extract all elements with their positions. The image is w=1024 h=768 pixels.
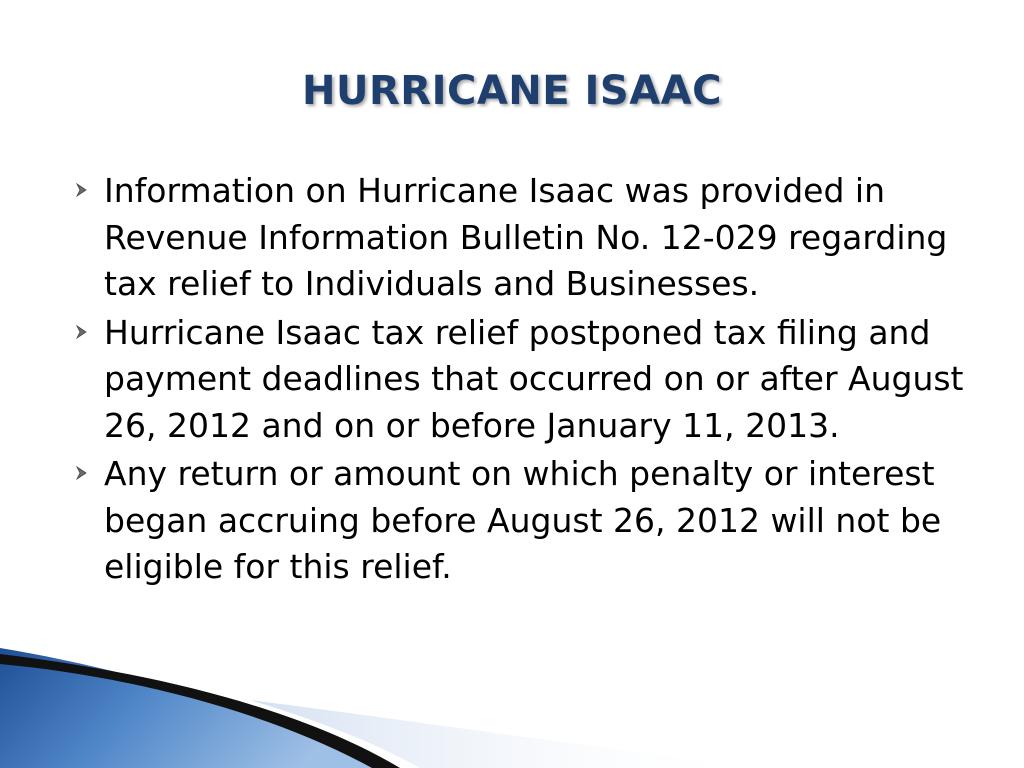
- arrow-bullet-icon: [74, 320, 92, 344]
- arrow-bullet-icon: [74, 178, 92, 202]
- arrow-bullet-icon: [74, 461, 92, 485]
- bullet-list: [74, 168, 974, 593]
- bullet-item: [74, 451, 974, 591]
- bullet-item: [74, 168, 974, 308]
- bullet-text: Any return or amount on which penalty or interest began accruing before August 26, 2012 will not be eligible for this relief.: [104, 454, 942, 586]
- bullet-text: Hurricane Isaac tax relief postponed tax filing and payment deadlines that occurred on or after August 26, 2012 and on or before January 11, 2013.: [104, 312, 964, 445]
- bullet-text: Information on Hurricane Isaac was provided in Revenue Information Bulletin No. 12-029 regarding tax relief to Individuals and Businesses.: [104, 171, 948, 303]
- slide-title: HURRICANE ISAAC: [302, 68, 722, 114]
- bullet-item: [74, 310, 974, 450]
